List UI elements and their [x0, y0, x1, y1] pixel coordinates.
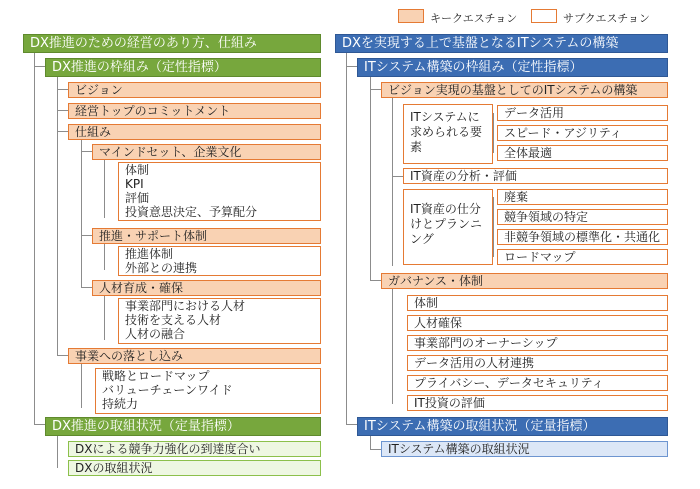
connector: [81, 235, 92, 236]
connector: [370, 76, 371, 281]
connector: [57, 355, 68, 356]
connector: [57, 76, 58, 356]
asset-planning-label: IT資産の仕分けとプランニング: [410, 202, 483, 246]
talent-item: 人材の融合: [125, 327, 186, 341]
connector: [370, 449, 381, 450]
connector: [392, 176, 403, 177]
asset-planning-group: [403, 189, 493, 265]
business-item: 持続力: [102, 397, 139, 411]
required-item: 全体最適: [497, 145, 668, 161]
required-elements-label: ITシステムに求められる要素: [410, 110, 483, 154]
talent-item: 技術を支える人材: [125, 313, 222, 327]
dx-status-item: DXによる競争力強化の到達度合い: [68, 441, 321, 457]
it-framework-header: ITシステム構築の枠組み（定性指標）: [357, 58, 668, 77]
business-item: バリューチェーンワイド: [102, 383, 233, 397]
mindset-item: 体制: [125, 163, 150, 177]
dx-framework-header: DX推進の枠組み（定性指標）: [45, 58, 321, 77]
connector: [104, 244, 105, 270]
mindset-box: マインドセット、企業文化: [92, 144, 321, 160]
connector: [346, 50, 347, 425]
connector: [57, 89, 68, 90]
it-status-item: ITシステム構築の取組状況: [381, 441, 668, 457]
governance-item: プライバシー、データセキュリティ: [407, 375, 668, 391]
connector: [81, 364, 82, 408]
connector: [392, 98, 393, 266]
required-item: データ活用: [497, 105, 668, 121]
support-box: 推進・サポート体制: [92, 228, 321, 244]
talent-items: [118, 298, 321, 344]
right-header: DXを実現する上で基盤となるITシステムの構築: [335, 34, 668, 53]
connector: [370, 280, 381, 281]
support-items: [118, 246, 321, 276]
governance-item: データ活用の人材連携: [407, 355, 668, 371]
planning-item: 廃棄: [497, 189, 668, 205]
connector: [57, 131, 68, 132]
connector: [493, 197, 494, 257]
mindset-items: [118, 162, 321, 221]
mindset-item: KPI: [125, 177, 144, 191]
mechanism-box: 仕組み: [68, 124, 321, 140]
left-header: DX推進のための経営のあり方、仕組み: [23, 34, 321, 53]
governance-box: ガバナンス・体制: [381, 273, 668, 289]
governance-item: 事業部門のオーナーシップ: [407, 335, 668, 351]
planning-item: 競争領域の特定: [497, 209, 668, 225]
business-items: [95, 368, 321, 414]
talent-box: 人材育成・確保: [92, 280, 321, 296]
mindset-item: 投資意思決定、予算配分: [125, 205, 258, 219]
asset-analysis-box: IT資産の分析・評価: [403, 168, 668, 184]
dx-status-item: DXの取組状況: [68, 460, 321, 476]
governance-item: 人材確保: [407, 315, 668, 331]
legend-sub-label: サブクエスチョン: [563, 12, 650, 25]
connector: [57, 110, 68, 111]
connector: [81, 140, 82, 288]
business-box: 事業への落とし込み: [68, 348, 321, 364]
required-item: スピード・アジリティ: [497, 125, 668, 141]
connector: [81, 287, 92, 288]
connector: [104, 296, 105, 340]
talent-item: 事業部門における人材: [125, 299, 246, 313]
connector: [370, 89, 381, 90]
connector: [81, 151, 92, 152]
dx-status-header: DX推進の取組状況（定量指標）: [45, 417, 321, 436]
business-item: 戦略とロードマップ: [102, 369, 210, 383]
vision-box: ビジョン: [68, 82, 321, 98]
connector: [370, 436, 371, 450]
connector: [493, 113, 494, 153]
planning-item: 非競争領域の標準化・共通化: [497, 229, 668, 245]
legend-key-swatch: [398, 9, 424, 23]
mindset-item: 評価: [125, 191, 150, 205]
support-item: 推進体制: [125, 247, 174, 261]
governance-item: IT投資の評価: [407, 395, 668, 411]
it-status-header: ITシステム構築の取組状況（定量指標）: [357, 417, 668, 436]
required-elements-group: [403, 104, 493, 164]
support-item: 外部との連携: [125, 261, 198, 275]
legend-key-label: キークエスチョン: [430, 12, 518, 25]
commitment-box: 経営トップのコミットメント: [68, 103, 321, 119]
connector: [104, 160, 105, 218]
planning-item: ロードマップ: [497, 249, 668, 265]
connector: [57, 436, 58, 468]
connector: [392, 289, 393, 404]
foundation-box: ビジョン実現の基盤としてのITシステムの構築: [381, 82, 668, 98]
governance-item: 体制: [407, 295, 668, 311]
legend-sub-swatch: [531, 9, 557, 23]
connector: [34, 50, 35, 425]
